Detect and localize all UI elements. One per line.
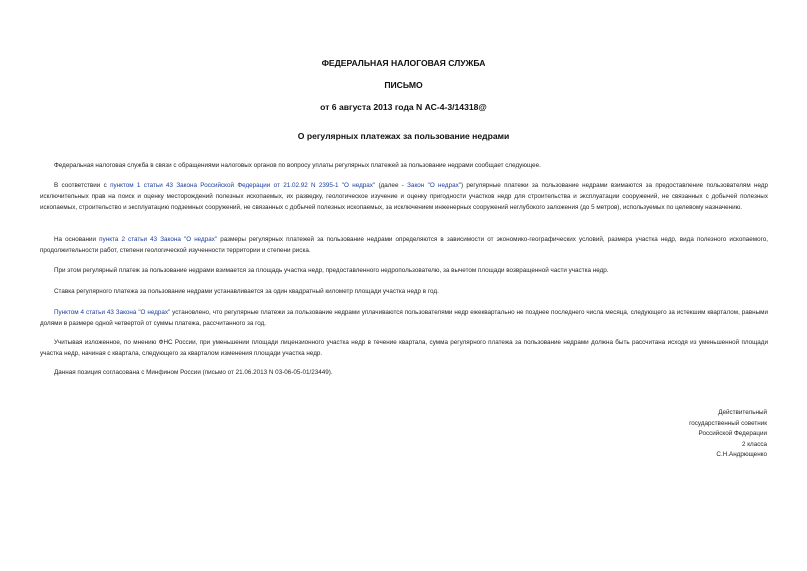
- law-article-link[interactable]: пункта 2 статьи 43 Закона "О недрах": [99, 236, 218, 243]
- law-link[interactable]: Закон "О недрах": [407, 182, 461, 189]
- paragraph-payment-size: [40, 234, 768, 256]
- paragraph-text: (далее -: [375, 182, 408, 189]
- document-date-number: от 6 августа 2013 года N АС-4-3/14318@: [320, 102, 487, 112]
- signature-rank-line: Российской Федерации: [698, 430, 767, 438]
- paragraph-agreement: [40, 367, 768, 378]
- paragraph-text: На основании: [54, 236, 100, 243]
- paragraph-text: В соответствии с: [54, 182, 111, 189]
- document-type: ПИСЬМО: [384, 80, 423, 90]
- paragraph-rate: [40, 286, 768, 297]
- paragraph-payment-schedule: [40, 307, 768, 329]
- paragraph-text: Данная позиция согласована с Минфином России (письмо от 21.06.2013 N 03-06-05-01/23449).: [54, 369, 333, 376]
- law-article-link[interactable]: пунктом 1 статьи 43 Закона Российской Федерации от 21.02.92 N 2395-1 "О недрах": [110, 182, 376, 189]
- paragraph-text: Учитывая изложенное, по мнению ФНС России, при уменьшении площади лицензионного участка недр в течение квартала, сумма регулярного платежа за пользование недрами должна быть рассчитана исходя из уменьшенной площади участка недр, начиная с квартала, следующего за кварталом изменения площади участка недр.: [40, 339, 768, 357]
- paragraph-area-basis: [40, 265, 768, 276]
- law-article-link[interactable]: Пунктом 4 статьи 43 Закона "О недрах": [54, 309, 171, 316]
- signature-rank-line: государственный советник: [689, 419, 767, 427]
- signature-rank-line: Действительный: [718, 409, 767, 416]
- paragraph-text: При этом регулярный платеж за пользование недрами взимается за площадь участка недр, предоставленного недропользователю, за вычетом площади возвращенной части участка недр.: [54, 267, 609, 274]
- paragraph-text: ) регулярные платежи за пользование недрами взимаются за предоставление пользователям недр исключительных прав на поиск и оценку месторождений полезных ископаемых, их разведку, геологическое изучение и оценку пригодности участков недр для строительства и эксплуатации сооружений, не связанных с добычей полезных ископаемых, строительство и эксплуатацию подземных сооружений, не связанных с добычей полезных ископаемых, за исключением инженерных сооружений неглубокого заложения (до 5 метров), используемых по целевому назначению.: [40, 182, 768, 211]
- paragraph-intro: [40, 160, 768, 171]
- signature-block: [607, 408, 767, 461]
- paragraph-text: Федеральная налоговая служба в связи с обращениями налоговых органов по вопросу уплаты регулярных платежей за пользование недрами сообщает следующее.: [54, 162, 541, 169]
- paragraph-text: установлено, что регулярные платежи за пользование недрами уплачиваются пользователями недр ежеквартально не позднее последнего числа месяца, следующего за истекшим кварталом, равными долями в размере одной четвертой от суммы платежа, рассчитанного за год.: [40, 309, 768, 327]
- paragraph-conclusion: [40, 337, 768, 359]
- signatory-name: С.Н.Андрющенко: [716, 451, 767, 459]
- organization-title: ФЕДЕРАЛЬНАЯ НАЛОГОВАЯ СЛУЖБА: [321, 58, 486, 68]
- paragraph-payments-basis: [40, 180, 768, 213]
- paragraph-text: Ставка регулярного платежа за пользование недрами устанавливается за один квадратный километр площади участка недр в год.: [54, 288, 439, 295]
- signature-rank-line: 2 класса: [741, 440, 767, 448]
- document-subject: О регулярных платежах за пользование недрами: [297, 131, 510, 141]
- paragraph-text: размеры регулярных платежей за пользование недрами определяются в зависимости от экономико-географических условий, размера участка недр, вида полезного ископаемого, продолжительности работ, степени геологической изученности территории и степени риска.: [40, 236, 769, 254]
